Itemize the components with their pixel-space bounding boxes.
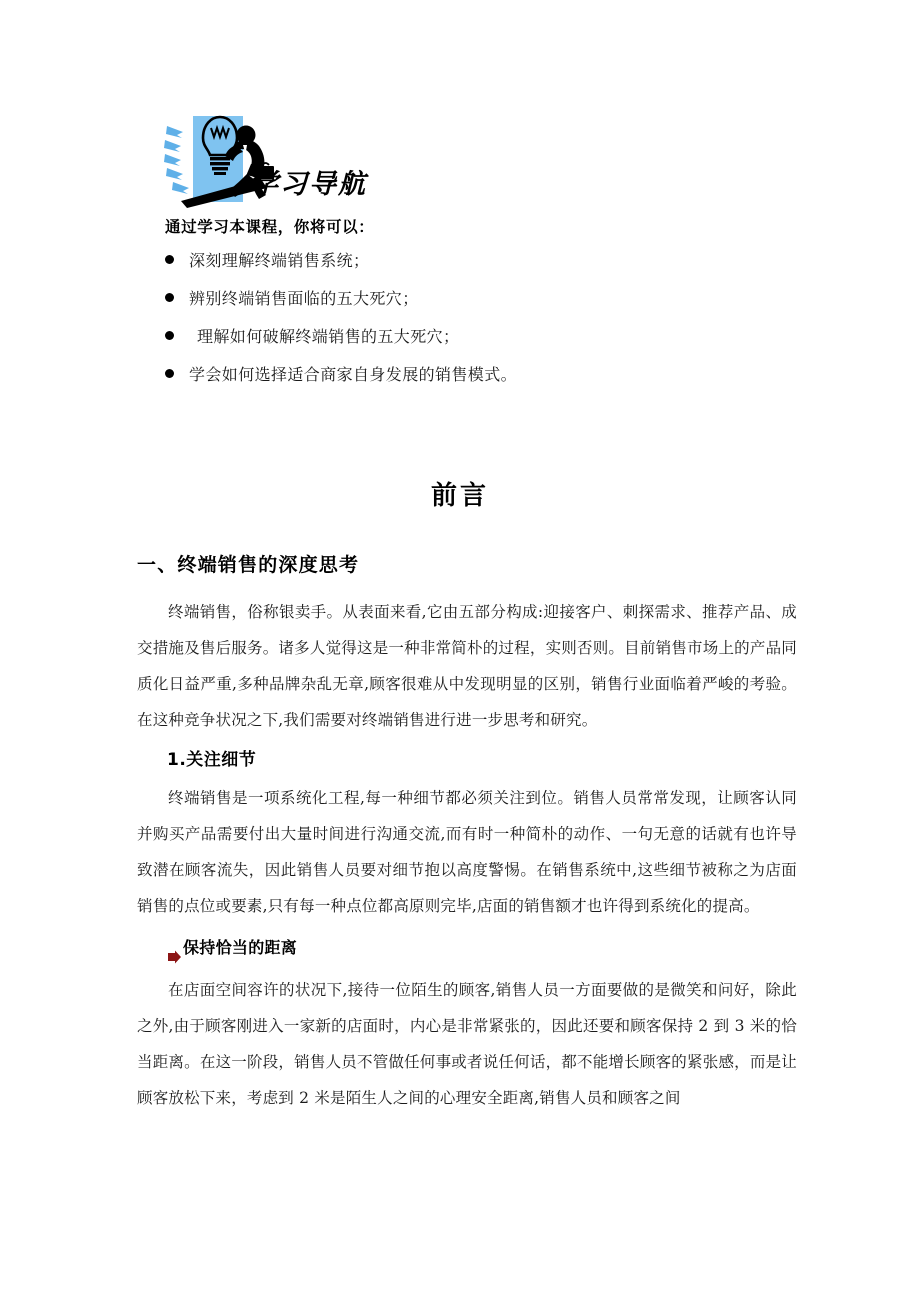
- paragraph: 终端销售，俗称银卖手。从表面来看,它由五部分构成:迎接客户、刺探需求、推荐产品、成交措施及售后服务。诸多人觉得这是一种非常简朴的过程，实则否则。目前销售市场上的产品同质化日益严重,多种品牌杂乱无章,顾客很难从中发现明显的区别，销售行业面临着严峻的考验。在这种竞争状况之下,我们需要对终端销售进行进一步思考和研究。: [137, 603, 797, 729]
- list-item-label: 学会如何选择适合商家自身发展的销售模式。: [189, 365, 518, 384]
- bullet-icon: [165, 369, 174, 378]
- list-item: [165, 286, 805, 324]
- sub-heading-1: 1.关注细节: [167, 750, 257, 770]
- page-title: 前言: [430, 481, 489, 511]
- section-heading-1: 一、终端销售的深度思考: [137, 554, 360, 576]
- arrow-heading-1: [137, 930, 797, 966]
- list-item: [165, 324, 805, 362]
- objectives-list: [165, 248, 805, 400]
- list-item-label: 理解如何破解终端销售的五大死穴；: [197, 327, 460, 346]
- paragraph: 终端销售是一项系统化工程,每一种细节都必须关注到位。销售人员常常发现，让顾客认同并购买产品需要付出大量时间进行沟通交流,而有时一种简朴的动作、一句无意的话就有也许导致潜在顾客流失，因此销售人员要对细节抱以高度警惕。在销售系统中,这些细节被称之为店面销售的点位或要素,只有每一种点位都高原则完毕,店面的销售额才也许得到系统化的提高。: [137, 789, 797, 915]
- list-item-label: 深刻理解终端销售系统；: [189, 251, 370, 270]
- arrow-heading-label: 保持恰当的距离: [183, 938, 298, 957]
- list-item: [165, 362, 805, 400]
- bullet-icon: [165, 293, 174, 302]
- learning-navigation-label: 学习导航: [251, 169, 367, 200]
- objectives-intro: 通过学习本课程，你将可以：: [165, 218, 375, 236]
- arrow-right-icon: [167, 942, 182, 957]
- bullet-icon: [165, 331, 174, 340]
- bullet-icon: [165, 255, 174, 264]
- body-content: [137, 594, 797, 1116]
- list-item: [165, 248, 805, 286]
- learning-navigation-header: [163, 104, 543, 209]
- paragraph: 在店面空间容许的状况下,接待一位陌生的顾客,销售人员一方面要做的是微笑和问好，除此之外,由于顾客刚进入一家新的店面时，内心是非常紧张的，因此还要和顾客保持 2 到 3 米的恰当距离。在这一阶段，销售人员不管做任何事或者说任何话，都不能增长顾客的紧张感，而是让顾客放松下来，考虑到 2 米是陌生人之间的心理安全距离,销售人员和顾客之间: [137, 981, 797, 1107]
- list-item-label: 辨别终端销售面临的五大死穴；: [189, 289, 419, 308]
